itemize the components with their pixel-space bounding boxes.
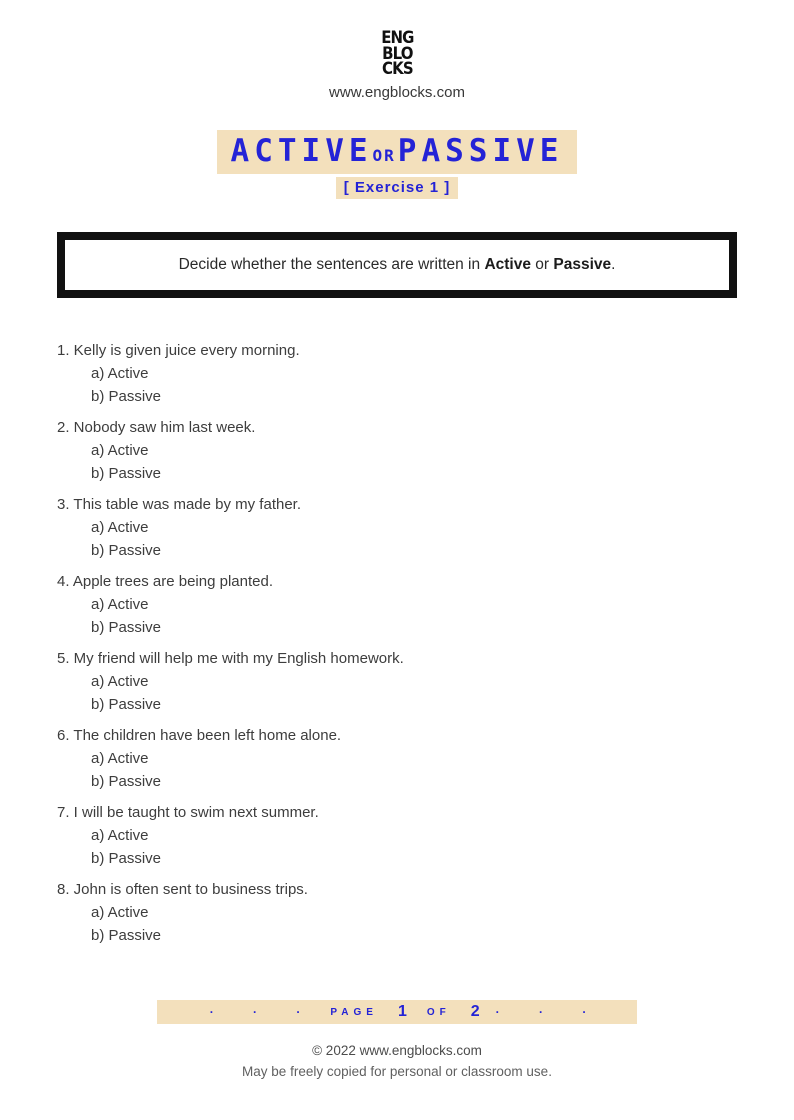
page-indicator-bar [157, 1000, 637, 1024]
answer-option-b[interactable]: b) Passive [91, 619, 162, 636]
exercise-row [0, 177, 794, 199]
answer-option-a[interactable]: a) Active [91, 673, 149, 690]
instruction-part-1: Decide whether the sentences are written in [178, 256, 485, 273]
title-row [0, 130, 794, 174]
question-sentence: 4. Apple trees are being planted. [57, 573, 273, 590]
answer-option-a[interactable]: a) Active [91, 519, 149, 536]
questions-list [57, 339, 737, 955]
title-word-active: ACTIVE [230, 133, 373, 169]
answer-option-a[interactable]: a) Active [91, 596, 149, 613]
logo-line-2: BLO [381, 43, 413, 64]
page-label: PAGE [330, 1006, 378, 1018]
question-5 [57, 647, 737, 716]
engblocks-logo [0, 28, 794, 79]
answer-option-b[interactable]: b) Passive [91, 465, 162, 482]
question-3 [57, 493, 737, 562]
logo-line-1: ENG [380, 28, 414, 48]
copyright-line: © 2022 www.engblocks.com [312, 1043, 482, 1058]
page-title [217, 130, 578, 174]
page-dots-right: · · · [495, 1005, 605, 1019]
answer-option-a[interactable]: a) Active [91, 904, 149, 921]
page-dots-left: · · · [209, 1005, 319, 1019]
answer-option-b[interactable]: b) Passive [91, 388, 162, 405]
answer-option-b[interactable]: b) Passive [91, 696, 162, 713]
logo-line-3: CKS [381, 59, 413, 79]
title-word-passive: PASSIVE [397, 133, 564, 169]
answer-option-b[interactable]: b) Passive [91, 542, 162, 559]
question-4 [57, 570, 737, 639]
question-sentence: 7. I will be taught to swim next summer. [57, 804, 319, 821]
engblocks-logo-wordmark [380, 28, 414, 79]
page-total-number: 2 [470, 1003, 480, 1020]
question-sentence: 1. Kelly is given juice every morning. [57, 342, 300, 359]
question-7 [57, 801, 737, 870]
page-current-number: 1 [397, 1003, 407, 1020]
question-sentence: 2. Nobody saw him last week. [57, 419, 256, 436]
question-8 [57, 878, 737, 947]
answer-option-a[interactable]: a) Active [91, 750, 149, 767]
instruction-bold-active: Active [484, 256, 531, 273]
page-of-label: OF [426, 1006, 451, 1018]
question-1 [57, 339, 737, 408]
license-line: May be freely copied for personal or classroom use. [242, 1064, 552, 1079]
answer-option-b[interactable]: b) Passive [91, 850, 162, 867]
answer-option-b[interactable]: b) Passive [91, 927, 162, 944]
instruction-part-3: . [611, 256, 616, 273]
answer-option-b[interactable]: b) Passive [91, 773, 162, 790]
answer-option-a[interactable]: a) Active [91, 365, 149, 382]
answer-option-a[interactable]: a) Active [91, 827, 149, 844]
question-2 [57, 416, 737, 485]
website-url: www.engblocks.com [329, 84, 465, 101]
question-sentence: 3. This table was made by my father. [57, 496, 302, 513]
question-sentence: 8. John is often sent to business trips. [57, 881, 308, 898]
answer-option-a[interactable]: a) Active [91, 442, 149, 459]
title-connector-or: OR [372, 146, 396, 165]
instruction-part-2: or [530, 256, 554, 273]
exercise-badge: [ Exercise 1 ] [336, 177, 459, 199]
question-6 [57, 724, 737, 793]
question-sentence: 6. The children have been left home alone. [57, 727, 342, 744]
instruction-box [57, 232, 737, 298]
instruction-text [179, 256, 616, 274]
question-sentence: 5. My friend will help me with my English homework. [57, 650, 404, 667]
instruction-bold-passive: Passive [553, 256, 612, 273]
